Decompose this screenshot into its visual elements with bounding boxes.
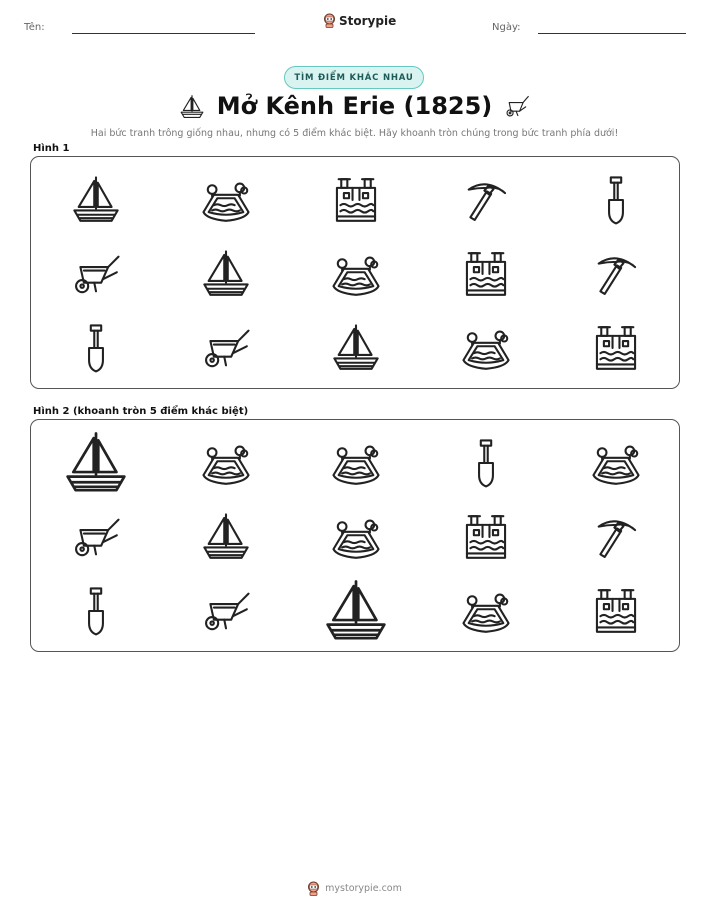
date-label: Ngày: [492,22,521,33]
picture-1-sailboat-icon [70,174,122,226]
panel-2-label: Hình 2 (khoanh tròn 5 điểm khác biệt) [33,406,249,417]
picture-2-canal-icon[interactable] [590,437,642,489]
picture-2-sailboat-icon[interactable] [200,511,252,563]
picture-2-sailboat-icon[interactable] [322,577,390,645]
picture-2-wheelbarrow-icon[interactable] [70,511,122,563]
brand-name: Storypie [339,13,397,28]
picture-1-sailboat-icon [330,322,382,374]
picture-1-canal-icon [460,322,512,374]
picture-2-panel[interactable] [30,419,680,652]
picture-2-shovel-icon[interactable] [70,585,122,637]
picture-2-pickaxe-icon[interactable] [590,511,642,563]
picture-1-shovel-icon [70,322,122,374]
picture-2-lock-icon[interactable] [590,585,642,637]
picture-1-canal-icon [330,248,382,300]
picture-2-canal-icon[interactable] [200,437,252,489]
picture-2-sailboat-icon[interactable] [62,429,130,497]
picture-1-wheelbarrow-icon [200,322,252,374]
picture-1-panel [30,156,680,389]
picture-1-pickaxe-icon [590,248,642,300]
page-title: Mở Kênh Erie (1825) [216,92,493,120]
picture-1-sailboat-icon [200,248,252,300]
picture-2-lock-icon[interactable] [460,511,512,563]
title-wheelbarrow-icon [502,93,532,123]
storypie-mascot-icon [323,13,336,28]
picture-2-canal-icon[interactable] [330,437,382,489]
footer-site: mystorypie.com [325,883,402,894]
picture-1-lock-icon [460,248,512,300]
panel-1-label: Hình 1 [33,143,70,154]
picture-1-wheelbarrow-icon [70,248,122,300]
picture-2-shovel-icon[interactable] [460,437,512,489]
worksheet-type-badge: TÌM ĐIỂM KHÁC NHAU [284,66,424,89]
footer [0,881,709,896]
picture-1-canal-icon [200,174,252,226]
picture-2-canal-icon[interactable] [330,511,382,563]
picture-1-pickaxe-icon [460,174,512,226]
instructions: Hai bức tranh trông giống nhau, nhưng có 5 điểm khác biệt. Hãy khoanh tròn chúng trong bức tranh phía dưới! [90,128,619,139]
picture-2-wheelbarrow-icon[interactable] [200,585,252,637]
picture-1-lock-icon [590,322,642,374]
name-line[interactable] [72,33,255,34]
date-line[interactable] [538,33,686,34]
name-label: Tên: [24,22,45,33]
picture-1-lock-icon [330,174,382,226]
storypie-mascot-icon [307,881,320,896]
picture-1-shovel-icon [590,174,642,226]
picture-2-canal-icon[interactable] [460,585,512,637]
brand-logo [323,13,396,28]
